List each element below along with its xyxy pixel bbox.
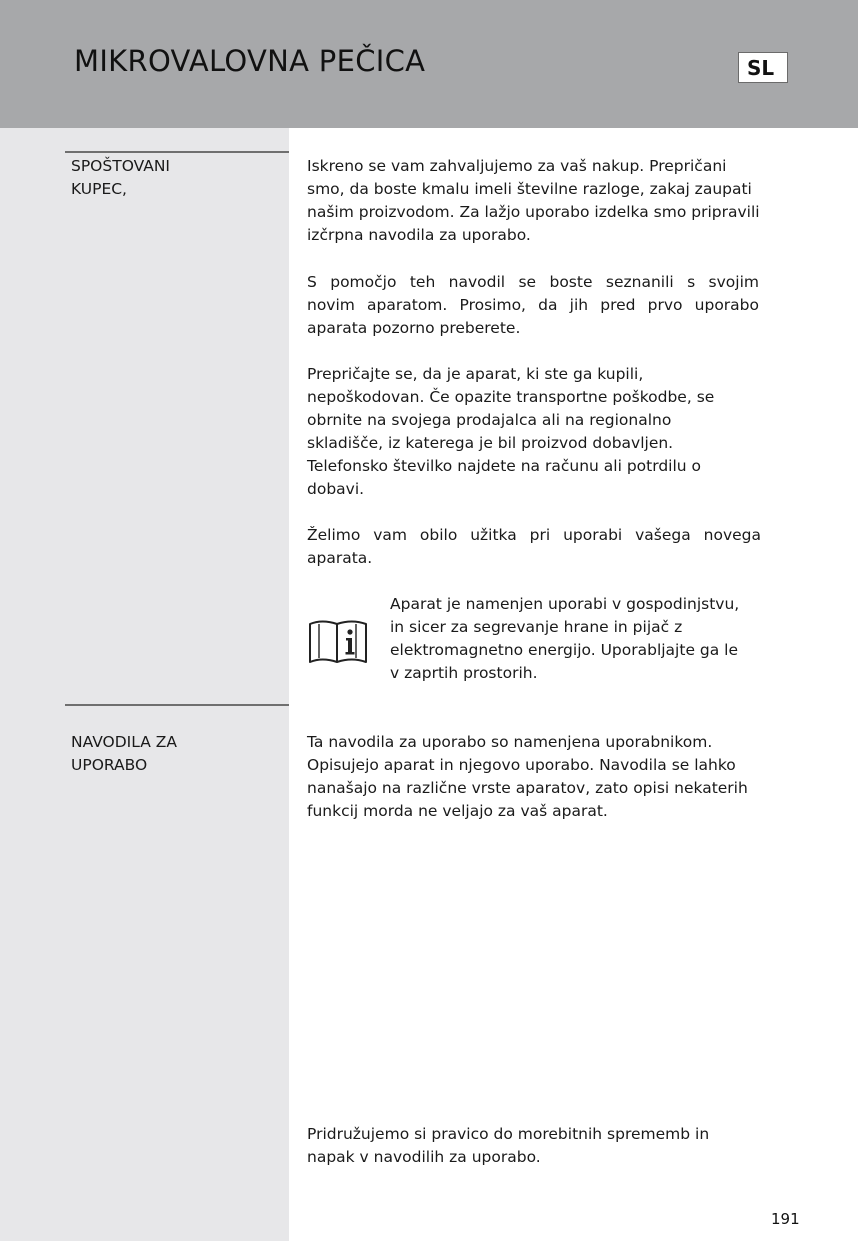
text-line: S pomočjo teh navodil se boste seznanili s svojim xyxy=(307,273,759,291)
text-line: elektromagnetno energijo. Uporabljajte ga le xyxy=(390,641,739,659)
paragraph-manual-purpose xyxy=(307,731,801,823)
text-line: dobavi. xyxy=(307,480,365,498)
text-line: našim proizvodom. Za lažjo uporabo izdelka smo pripravili xyxy=(307,203,760,221)
page-title: MIKROVALOVNA PEČICA xyxy=(74,44,426,78)
language-badge: SL xyxy=(738,52,788,83)
page-header xyxy=(0,0,858,128)
text-line: Prepričajte se, da je aparat, ki ste ga kupili, xyxy=(307,365,644,383)
text-line: aparata. xyxy=(307,549,373,567)
sidebar-column xyxy=(0,128,289,1241)
page-number: 191 xyxy=(771,1210,800,1228)
text-line: aparata pozorno preberete. xyxy=(307,319,521,337)
text-line: v zaprtih prostorih. xyxy=(390,664,538,682)
text-line: Telefonsko številko najdete na računu ali potrdilu o xyxy=(307,457,702,475)
text-line: novim aparatom. Prosimo, da jih pred prvo uporabo xyxy=(307,296,759,314)
paragraph-rights-reserved xyxy=(307,1123,801,1169)
text-line: Pridružujemo si pravico do morebitnih sprememb in xyxy=(307,1125,710,1143)
text-line: Želimo vam obilo užitka pri uporabi vašega novega xyxy=(307,526,761,544)
paragraph-check-damage xyxy=(307,363,801,501)
text-line: izčrpna navodila za uporabo. xyxy=(307,226,531,244)
text-line: obrnite na svojega prodajalca ali na regionalno xyxy=(307,411,672,429)
paragraph-manual-intro xyxy=(307,271,759,340)
text-line: skladišče, iz katerega je bil proizvod dobavljen. xyxy=(307,434,674,452)
text-line: smo, da boste kmalu imeli številne razloge, zakaj zaupati xyxy=(307,180,752,198)
text-line: nanašajo na različne vrste aparatov, zato opisi nekaterih xyxy=(307,779,748,797)
text-line: Aparat je namenjen uporabi v gospodinjstvu, xyxy=(390,595,740,613)
section-divider xyxy=(65,151,289,153)
text-line: Iskreno se vam zahvaljujemo za vaš nakup. Prepričani xyxy=(307,157,727,175)
text-line: Opisujejo aparat in njegovo uporabo. Navodila se lahko xyxy=(307,756,736,774)
section-heading-dear-customer: SPOŠTOVANI KUPEC, xyxy=(71,157,171,198)
manual-info-icon xyxy=(308,618,368,664)
text-line: Ta navodila za uporabo so namenjena uporabnikom. xyxy=(307,733,713,751)
info-note-text xyxy=(390,593,800,685)
text-line: funkcij morda ne veljajo za vaš aparat. xyxy=(307,802,608,820)
section-heading-user-manual: NAVODILA ZA UPORABO xyxy=(71,733,177,774)
text-line: in sicer za segrevanje hrane in pijač z xyxy=(390,618,683,636)
text-line: nepoškodovan. Če opazite transportne poškodbe, se xyxy=(307,388,715,406)
section-divider xyxy=(65,704,289,706)
text-line: napak v navodilih za uporabo. xyxy=(307,1148,541,1166)
paragraph-thanks xyxy=(307,155,801,247)
paragraph-enjoy xyxy=(307,524,761,570)
